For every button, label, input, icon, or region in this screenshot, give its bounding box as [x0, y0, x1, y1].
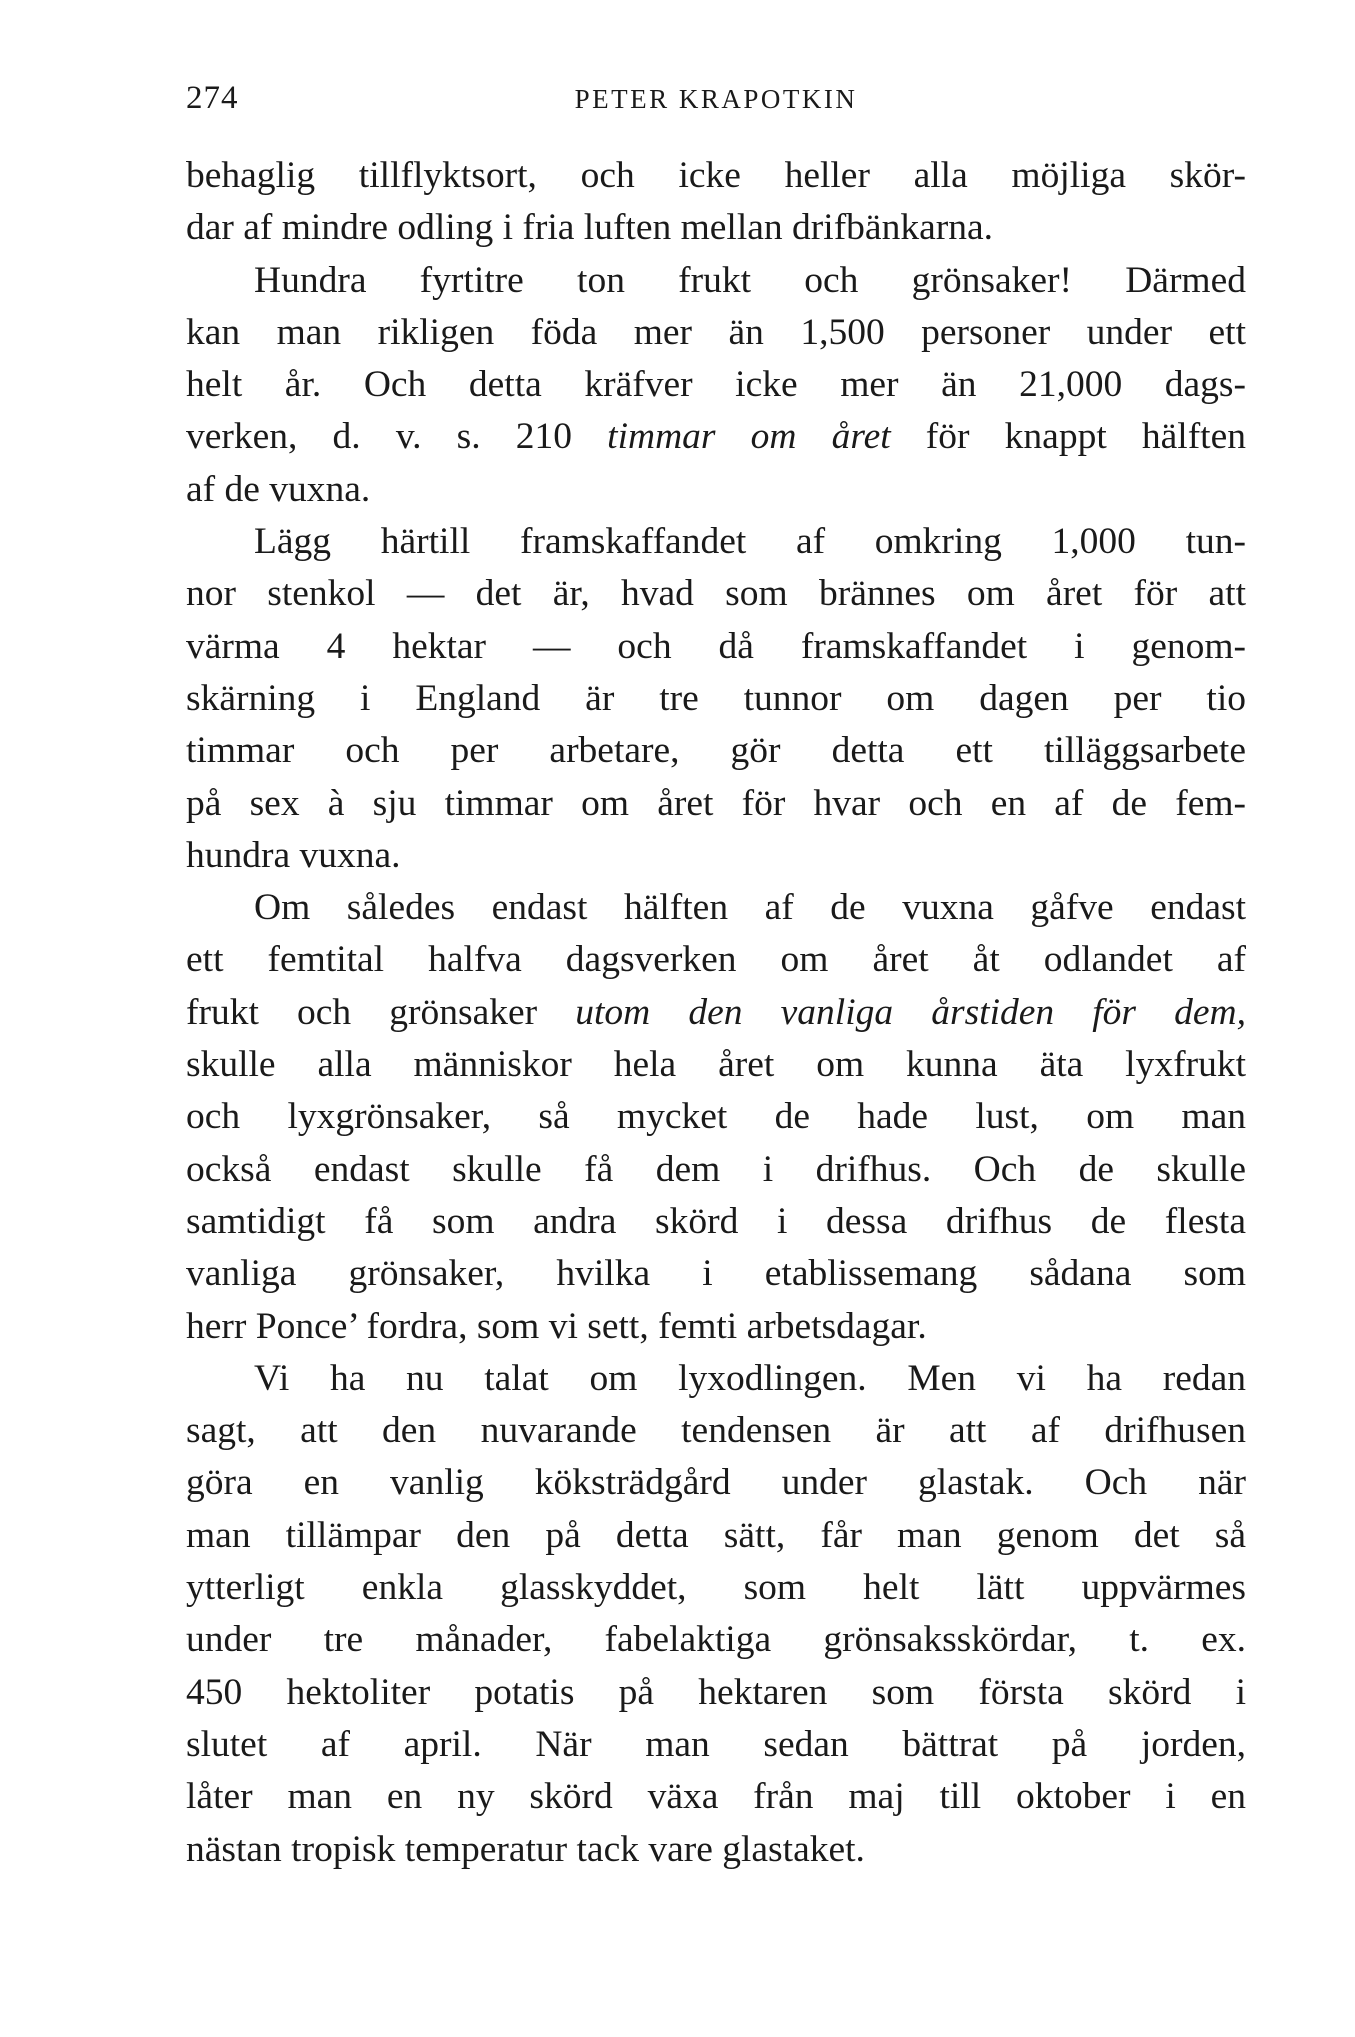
text-line: också endast skulle få dem i drifhus. Och de skulle	[186, 1148, 1246, 1190]
text-segment: frukt och grönsaker	[186, 991, 576, 1033]
text-line: Vi ha nu talat om lyxodlingen. Men vi ha redan	[254, 1357, 1246, 1399]
book-page	[186, 80, 1246, 1876]
text-line: samtidigt få som andra skörd i dessa drifhus de flesta	[186, 1200, 1246, 1242]
text-line: Hundra fyrtitre ton frukt och grönsaker! Därmed	[254, 259, 1246, 301]
running-head: PETER KRAPOTKIN	[574, 84, 858, 114]
page-number: 274	[186, 80, 239, 116]
text-line: under tre månader, fabelaktiga grönsaksskördar, t. ex.	[186, 1619, 1246, 1661]
text-line: af de vuxna.	[186, 468, 371, 510]
text-line: skulle alla människor hela året om kunna äta lyxfrukt	[186, 1044, 1246, 1086]
paragraph-3	[186, 516, 1246, 882]
text-line: och lyxgrönsaker, så mycket de hade lust, om man	[186, 1096, 1246, 1138]
text-line: ytterligt enkla glasskyddet, som helt lätt uppvärmes	[186, 1567, 1246, 1609]
text-line: skärning i England är tre tunnor om dagen per tio	[186, 677, 1246, 719]
text-line: göra en vanlig köksträdgård under glastak. Och när	[186, 1462, 1246, 1504]
text-segment: verken, d. v. s. 210	[186, 416, 608, 458]
text-line: ett femtital halfva dagsverken om året åt odlandet af	[186, 939, 1246, 981]
text-line: Om således endast hälften af de vuxna gåfve endast	[254, 887, 1246, 929]
text-line: värma 4 hektar — och då framskaffandet i genom-	[186, 625, 1246, 667]
text-line: 450 hektoliter potatis på hektaren som första skörd i	[186, 1671, 1246, 1713]
italic-emphasis: timmar om året	[607, 416, 891, 458]
text-line: på sex à sju timmar om året för hvar och en af de fem-	[186, 782, 1246, 824]
text-line: dar af mindre odling i fria luften mellan drifbänkarna.	[186, 207, 993, 249]
text-line	[186, 987, 1246, 1039]
text-line: sagt, att den nuvarande tendensen är att af drifhusen	[186, 1410, 1246, 1452]
page-header	[186, 80, 1246, 128]
text-line: vanliga grönsaker, hvilka i etablissemang sådana som	[186, 1253, 1246, 1295]
paragraph-2	[186, 255, 1246, 516]
text-line: herr Ponce’ fordra, som vi sett, femti arbetsdagar.	[186, 1305, 927, 1347]
body-text	[186, 150, 1246, 1876]
text-line: kan man rikligen föda mer än 1,500 personer under ett	[186, 311, 1246, 353]
text-line: låter man en ny skörd växa från maj till oktober i en	[186, 1776, 1246, 1818]
text-line: hundra vuxna.	[186, 834, 401, 876]
text-line: timmar och per arbetare, gör detta ett tilläggsarbete	[186, 730, 1246, 772]
text-segment: för knappt hälften	[890, 416, 1246, 458]
italic-emphasis: utom den vanliga årstiden för dem,	[575, 991, 1246, 1033]
text-line: helt år. Och detta kräfver icke mer än 21,000 dags-	[186, 364, 1246, 406]
paragraph-4	[186, 882, 1246, 1353]
text-line	[186, 411, 1246, 463]
paragraph-5	[186, 1353, 1246, 1876]
text-line: nästan tropisk temperatur tack vare glastaket.	[186, 1828, 865, 1870]
text-line: nor stenkol — det är, hvad som brännes om året för att	[186, 573, 1246, 615]
text-line: behaglig tillflyktsort, och icke heller alla möjliga skör-	[186, 155, 1246, 196]
text-line: slutet af april. När man sedan bättrat på jorden,	[186, 1723, 1246, 1765]
paragraph-1	[186, 150, 1246, 255]
text-line: Lägg härtill framskaffandet af omkring 1,000 tun-	[254, 521, 1246, 563]
text-line: man tillämpar den på detta sätt, får man genom det så	[186, 1514, 1246, 1556]
